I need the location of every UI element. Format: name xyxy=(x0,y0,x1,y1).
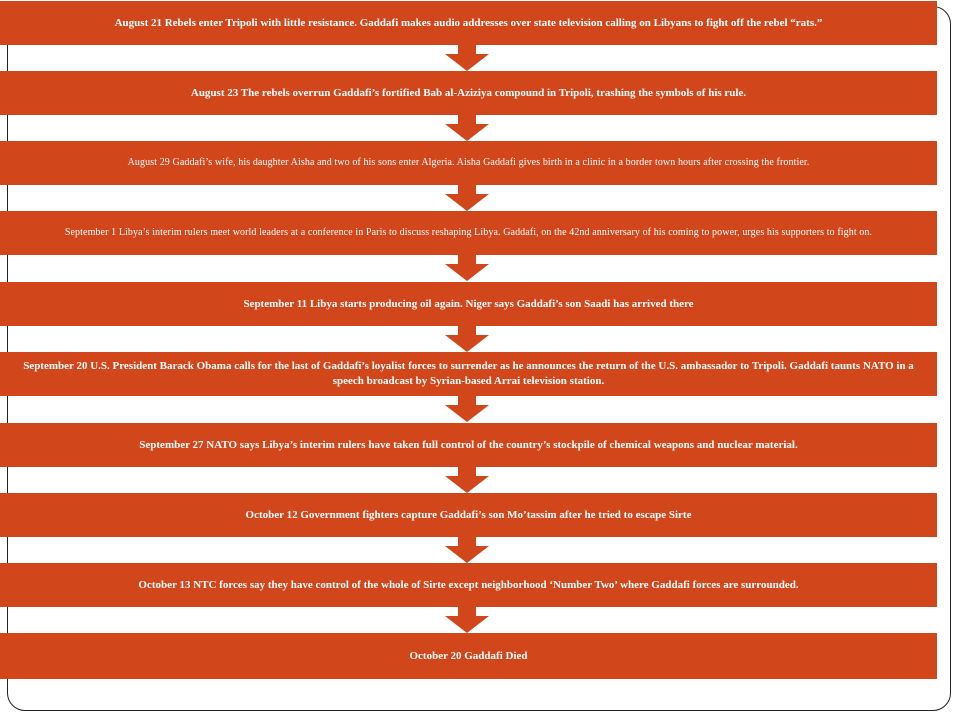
event-text: August 23 The rebels overrun Gaddafi’s fortified Bab al-Aziziya compound in Tripoli, trashing the symbols of his rule. xyxy=(190,86,747,99)
event-text: September 27 NATO says Libya’s interim rulers have taken full control of the country’s stockpile of chemical weapons and nuclear material. xyxy=(139,438,798,451)
event-box-aug-21 xyxy=(0,1,937,45)
event-box-sep-1 xyxy=(0,211,937,255)
event-text: September 20 U.S. President Barack Obama calls for the last of Gaddafi’s loyalist forces to surrender as he announces the return of the U.S. ambassador to Tripoli. Gaddafi taunts NATO in a speech broadcast by Syrian-based Arrai television station. xyxy=(23,360,914,387)
event-text: October 13 NTC forces say they have control of the whole of Sirte except neighborhood ‘Number Two’ where Gaddafi forces are surrounded. xyxy=(138,578,799,591)
event-box-sep-20 xyxy=(0,352,937,396)
down-arrow-icon xyxy=(445,605,489,633)
event-box-sep-11 xyxy=(0,282,937,326)
event-box-oct-20 xyxy=(0,633,937,679)
down-arrow-icon xyxy=(445,253,489,281)
down-arrow-icon xyxy=(445,43,489,71)
event-text: August 29 Gaddafi’s wife, his daughter Aisha and two of his sons enter Algeria. Aisha Gaddafi gives birth in a clinic in a border town hours after crossing the frontier. xyxy=(127,157,810,169)
event-text: August 21 Rebels enter Tripoli with little resistance. Gaddafi makes audio addresses over state television calling on Libyans to fight off the rebel “rats.” xyxy=(114,16,823,29)
event-box-aug-29 xyxy=(0,141,937,185)
event-box-oct-13 xyxy=(0,563,937,607)
down-arrow-icon xyxy=(445,324,489,352)
down-arrow-icon xyxy=(445,183,489,211)
event-text: October 12 Government fighters capture Gaddafi’s son Mo’tassim after he tried to escape Sirte xyxy=(245,508,692,521)
event-text: September 1 Libya’s interim rulers meet world leaders at a conference in Paris to discuss reshaping Libya. Gaddafi, on the 42nd anniversary of his coming to power, urges his supporters to fight on. xyxy=(64,227,873,239)
down-arrow-icon xyxy=(445,535,489,563)
event-box-oct-12 xyxy=(0,493,937,537)
event-box-sep-27 xyxy=(0,423,937,467)
down-arrow-icon xyxy=(445,465,489,493)
down-arrow-icon xyxy=(445,394,489,422)
event-box-aug-23 xyxy=(0,71,937,115)
down-arrow-icon xyxy=(445,113,489,141)
event-text: October 20 Gaddafi Died xyxy=(409,649,528,662)
event-text: September 11 Libya starts producing oil again. Niger says Gaddafi’s son Saadi has arrived there xyxy=(243,297,694,310)
